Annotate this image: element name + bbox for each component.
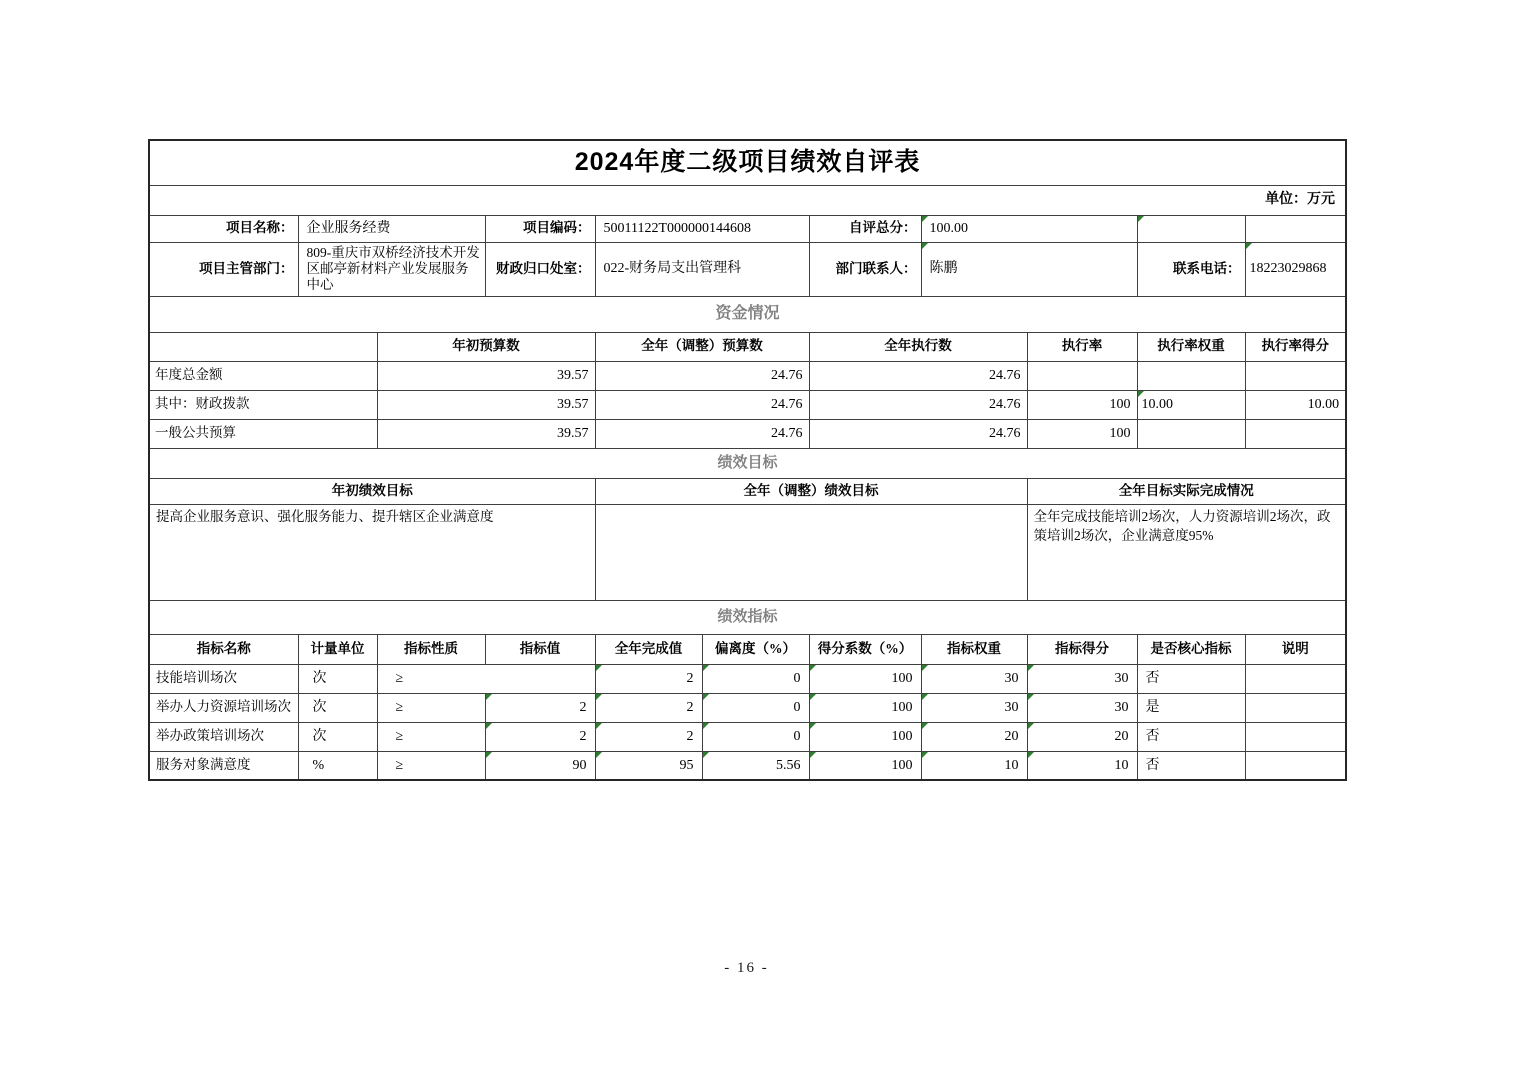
funding-header-initial: 年初预算数 xyxy=(377,332,595,361)
goals-header-actual: 全年目标实际完成情况 xyxy=(1027,478,1346,504)
cell-flag-icon xyxy=(810,723,816,729)
funding-weight-text: 10.00 xyxy=(1141,397,1173,413)
funding-section-title: 资金情况 xyxy=(149,296,1346,332)
indicator-header-note: 说明 xyxy=(1245,634,1346,664)
empty-cell xyxy=(1137,215,1245,242)
project-name-label: 项目名称： xyxy=(149,215,298,242)
indicator-target-cell xyxy=(485,751,595,780)
indicator-score-cell xyxy=(1027,751,1137,780)
indicator-score-text: 30 xyxy=(1114,671,1129,687)
indicator-unit-cell: 次 xyxy=(298,693,377,722)
indicator-note-cell xyxy=(1245,751,1346,780)
project-code-label: 项目编码： xyxy=(485,215,595,242)
indicator-score-cell xyxy=(1027,664,1137,693)
cell-flag-icon xyxy=(922,694,928,700)
goals-adjusted-cell xyxy=(595,504,1027,600)
funding-score-cell xyxy=(1245,419,1346,448)
project-code-value: 50011122T000000144608 xyxy=(595,215,809,242)
indicator-deviation-cell xyxy=(702,664,809,693)
phone-text: 18223029868 xyxy=(1249,261,1327,277)
indicator-row xyxy=(149,722,1346,751)
indicator-note-cell xyxy=(1245,722,1346,751)
cell-flag-icon xyxy=(486,723,492,729)
indicator-coefficient-text: 100 xyxy=(891,671,913,687)
indicator-row xyxy=(149,664,1346,693)
goals-header-initial: 年初绩效目标 xyxy=(149,478,595,504)
indicator-unit-cell: 次 xyxy=(298,664,377,693)
indicator-target-text: 90 xyxy=(572,757,587,773)
indicator-header-core: 是否核心指标 xyxy=(1137,634,1245,664)
cell-flag-icon xyxy=(596,694,602,700)
cell-flag-icon xyxy=(1028,752,1034,758)
indicator-coefficient-cell xyxy=(809,693,921,722)
funding-initial-cell: 39.57 xyxy=(377,390,595,419)
goals-initial-cell: 提高企业服务意识、强化服务能力、提升辖区企业满意度 xyxy=(149,504,595,600)
cell-flag-icon xyxy=(703,694,709,700)
indicator-header-deviation: 偏离度（%） xyxy=(702,634,809,664)
cell-flag-icon xyxy=(486,752,492,758)
indicator-nature-cell: ≥ xyxy=(377,751,485,780)
phone-label: 联系电话： xyxy=(1137,242,1245,296)
cell-flag-icon xyxy=(596,752,602,758)
indicator-weight-cell xyxy=(921,693,1027,722)
indicator-row xyxy=(149,693,1346,722)
cell-flag-icon xyxy=(703,723,709,729)
indicator-header-weight: 指标权重 xyxy=(921,634,1027,664)
indicator-deviation-text: 0 xyxy=(793,671,801,687)
indicator-nature-cell: ≥ xyxy=(377,693,485,722)
form-title: 2024年度二级项目绩效自评表 xyxy=(149,140,1346,185)
cell-flag-icon xyxy=(596,723,602,729)
indicator-header-coefficient: 得分系数（%） xyxy=(809,634,921,664)
indicator-nature-cell: ≥ xyxy=(377,664,595,693)
indicator-coefficient-cell xyxy=(809,664,921,693)
indicator-weight-text: 30 xyxy=(1004,700,1019,716)
funding-initial-cell: 39.57 xyxy=(377,361,595,390)
goals-section-title: 绩效目标 xyxy=(149,448,1346,478)
indicator-score-text: 30 xyxy=(1114,700,1129,716)
cell-flag-icon xyxy=(922,243,928,249)
indicator-note-cell xyxy=(1245,693,1346,722)
unit-note: 单位：万元 xyxy=(149,185,1346,215)
indicator-completed-cell xyxy=(595,693,702,722)
cell-flag-icon xyxy=(810,752,816,758)
funding-row xyxy=(149,419,1346,448)
indicator-target-cell xyxy=(485,693,595,722)
funding-adjusted-cell: 24.76 xyxy=(595,390,809,419)
funding-header-rate-score: 执行率得分 xyxy=(1245,332,1346,361)
funding-weight-cell xyxy=(1137,361,1245,390)
funding-executed-cell: 24.76 xyxy=(809,361,1027,390)
cell-flag-icon xyxy=(1028,665,1034,671)
indicator-target-text: 2 xyxy=(579,700,587,716)
indicator-core-cell: 否 xyxy=(1137,751,1245,780)
funding-header-rate: 执行率 xyxy=(1027,332,1137,361)
indicator-completed-text: 2 xyxy=(686,671,694,687)
cell-flag-icon xyxy=(1138,216,1144,222)
funding-weight-cell xyxy=(1137,390,1245,419)
indicator-completed-cell xyxy=(595,751,702,780)
indicator-score-cell xyxy=(1027,693,1137,722)
self-score-label: 自评总分： xyxy=(809,215,921,242)
goals-actual-cell: 全年完成技能培训2场次，人力资源培训2场次，政策培训2场次，企业满意度95% xyxy=(1027,504,1346,600)
cell-flag-icon xyxy=(596,665,602,671)
cell-flag-icon xyxy=(922,216,928,222)
funding-row xyxy=(149,390,1346,419)
indicator-coefficient-cell xyxy=(809,722,921,751)
indicators-section-title: 绩效指标 xyxy=(149,600,1346,634)
cell-flag-icon xyxy=(810,665,816,671)
goals-header-adjusted: 全年（调整）绩效目标 xyxy=(595,478,1027,504)
indicator-core-cell: 否 xyxy=(1137,722,1245,751)
indicator-header-score: 指标得分 xyxy=(1027,634,1137,664)
cell-flag-icon xyxy=(703,752,709,758)
funding-row-label: 一般公共预算 xyxy=(149,419,377,448)
funding-row-label: 其中：财政拨款 xyxy=(149,390,377,419)
indicator-deviation-cell xyxy=(702,751,809,780)
indicator-header-completed: 全年完成值 xyxy=(595,634,702,664)
indicator-coefficient-text: 100 xyxy=(891,757,913,773)
funding-rate-cell: 100 xyxy=(1027,419,1137,448)
dept-label: 项目主管部门： xyxy=(149,242,298,296)
cell-flag-icon xyxy=(922,723,928,729)
indicator-deviation-cell xyxy=(702,693,809,722)
indicator-weight-text: 10 xyxy=(1004,757,1019,773)
indicator-weight-text: 20 xyxy=(1004,729,1019,745)
project-name-value: 企业服务经费 xyxy=(298,215,485,242)
funding-executed-cell: 24.76 xyxy=(809,390,1027,419)
indicator-header-nature: 指标性质 xyxy=(377,634,485,664)
funding-weight-cell xyxy=(1137,419,1245,448)
finance-office-value: 022-财务局支出管理科 xyxy=(595,242,809,296)
funding-rate-cell xyxy=(1027,361,1137,390)
indicator-completed-cell xyxy=(595,722,702,751)
finance-office-label: 财政归口处室： xyxy=(485,242,595,296)
cell-flag-icon xyxy=(486,694,492,700)
dept-value: 809-重庆市双桥经济技术开发区邮亭新材料产业发展服务中心 xyxy=(298,242,485,296)
indicator-nature-cell: ≥ xyxy=(377,722,485,751)
indicator-score-text: 20 xyxy=(1114,729,1129,745)
indicator-deviation-text: 0 xyxy=(793,729,801,745)
cell-flag-icon xyxy=(1138,391,1144,397)
indicator-row xyxy=(149,751,1346,780)
indicator-unit-cell: 次 xyxy=(298,722,377,751)
funding-row xyxy=(149,361,1346,390)
indicator-header-target: 指标值 xyxy=(485,634,595,664)
indicator-coefficient-text: 100 xyxy=(891,729,913,745)
indicator-target-text: 2 xyxy=(579,729,587,745)
indicator-core-cell: 是 xyxy=(1137,693,1245,722)
cell-flag-icon xyxy=(1028,723,1034,729)
cell-flag-icon xyxy=(922,752,928,758)
funding-rate-cell: 100 xyxy=(1027,390,1137,419)
cell-flag-icon xyxy=(1246,243,1252,249)
indicator-coefficient-text: 100 xyxy=(891,700,913,716)
indicator-weight-cell xyxy=(921,722,1027,751)
indicator-target-cell xyxy=(485,722,595,751)
indicator-completed-text: 2 xyxy=(686,729,694,745)
cell-flag-icon xyxy=(703,665,709,671)
contact-text: 陈鹏 xyxy=(929,261,958,277)
indicator-unit-cell: % xyxy=(298,751,377,780)
indicator-weight-cell xyxy=(921,751,1027,780)
indicator-name-cell: 举办政策培训场次 xyxy=(149,722,298,751)
contact-label: 部门联系人： xyxy=(809,242,921,296)
funding-header-blank xyxy=(149,332,377,361)
cell-flag-icon xyxy=(1028,694,1034,700)
self-score-value xyxy=(921,215,1137,242)
indicator-name-cell: 服务对象满意度 xyxy=(149,751,298,780)
funding-adjusted-cell: 24.76 xyxy=(595,361,809,390)
indicator-completed-cell xyxy=(595,664,702,693)
indicator-deviation-text: 5.56 xyxy=(776,757,801,773)
indicator-header-unit: 计量单位 xyxy=(298,634,377,664)
empty-cell xyxy=(1245,215,1346,242)
indicator-name-cell: 技能培训场次 xyxy=(149,664,298,693)
funding-score-cell xyxy=(1245,361,1346,390)
page-number: - 16 - xyxy=(724,960,769,976)
cell-flag-icon xyxy=(922,665,928,671)
cell-flag-icon xyxy=(810,694,816,700)
funding-header-executed: 全年执行数 xyxy=(809,332,1027,361)
indicator-coefficient-cell xyxy=(809,751,921,780)
indicator-weight-text: 30 xyxy=(1004,671,1019,687)
self-evaluation-form xyxy=(148,139,1347,781)
indicator-deviation-text: 0 xyxy=(793,700,801,716)
funding-adjusted-cell: 24.76 xyxy=(595,419,809,448)
indicator-note-cell xyxy=(1245,664,1346,693)
funding-header-rate-weight: 执行率权重 xyxy=(1137,332,1245,361)
indicator-completed-text: 2 xyxy=(686,700,694,716)
contact-value xyxy=(921,242,1137,296)
funding-score-cell: 10.00 xyxy=(1245,390,1346,419)
funding-initial-cell: 39.57 xyxy=(377,419,595,448)
funding-row-label: 年度总金额 xyxy=(149,361,377,390)
indicator-weight-cell xyxy=(921,664,1027,693)
indicator-deviation-cell xyxy=(702,722,809,751)
indicator-completed-text: 95 xyxy=(679,757,694,773)
funding-header-adjusted: 全年（调整）预算数 xyxy=(595,332,809,361)
indicator-score-cell xyxy=(1027,722,1137,751)
indicator-score-text: 10 xyxy=(1114,757,1129,773)
self-score-text: 100.00 xyxy=(929,220,968,236)
phone-value xyxy=(1245,242,1346,296)
indicator-header-name: 指标名称 xyxy=(149,634,298,664)
funding-executed-cell: 24.76 xyxy=(809,419,1027,448)
indicator-core-cell: 否 xyxy=(1137,664,1245,693)
indicator-name-cell: 举办人力资源培训场次 xyxy=(149,693,298,722)
